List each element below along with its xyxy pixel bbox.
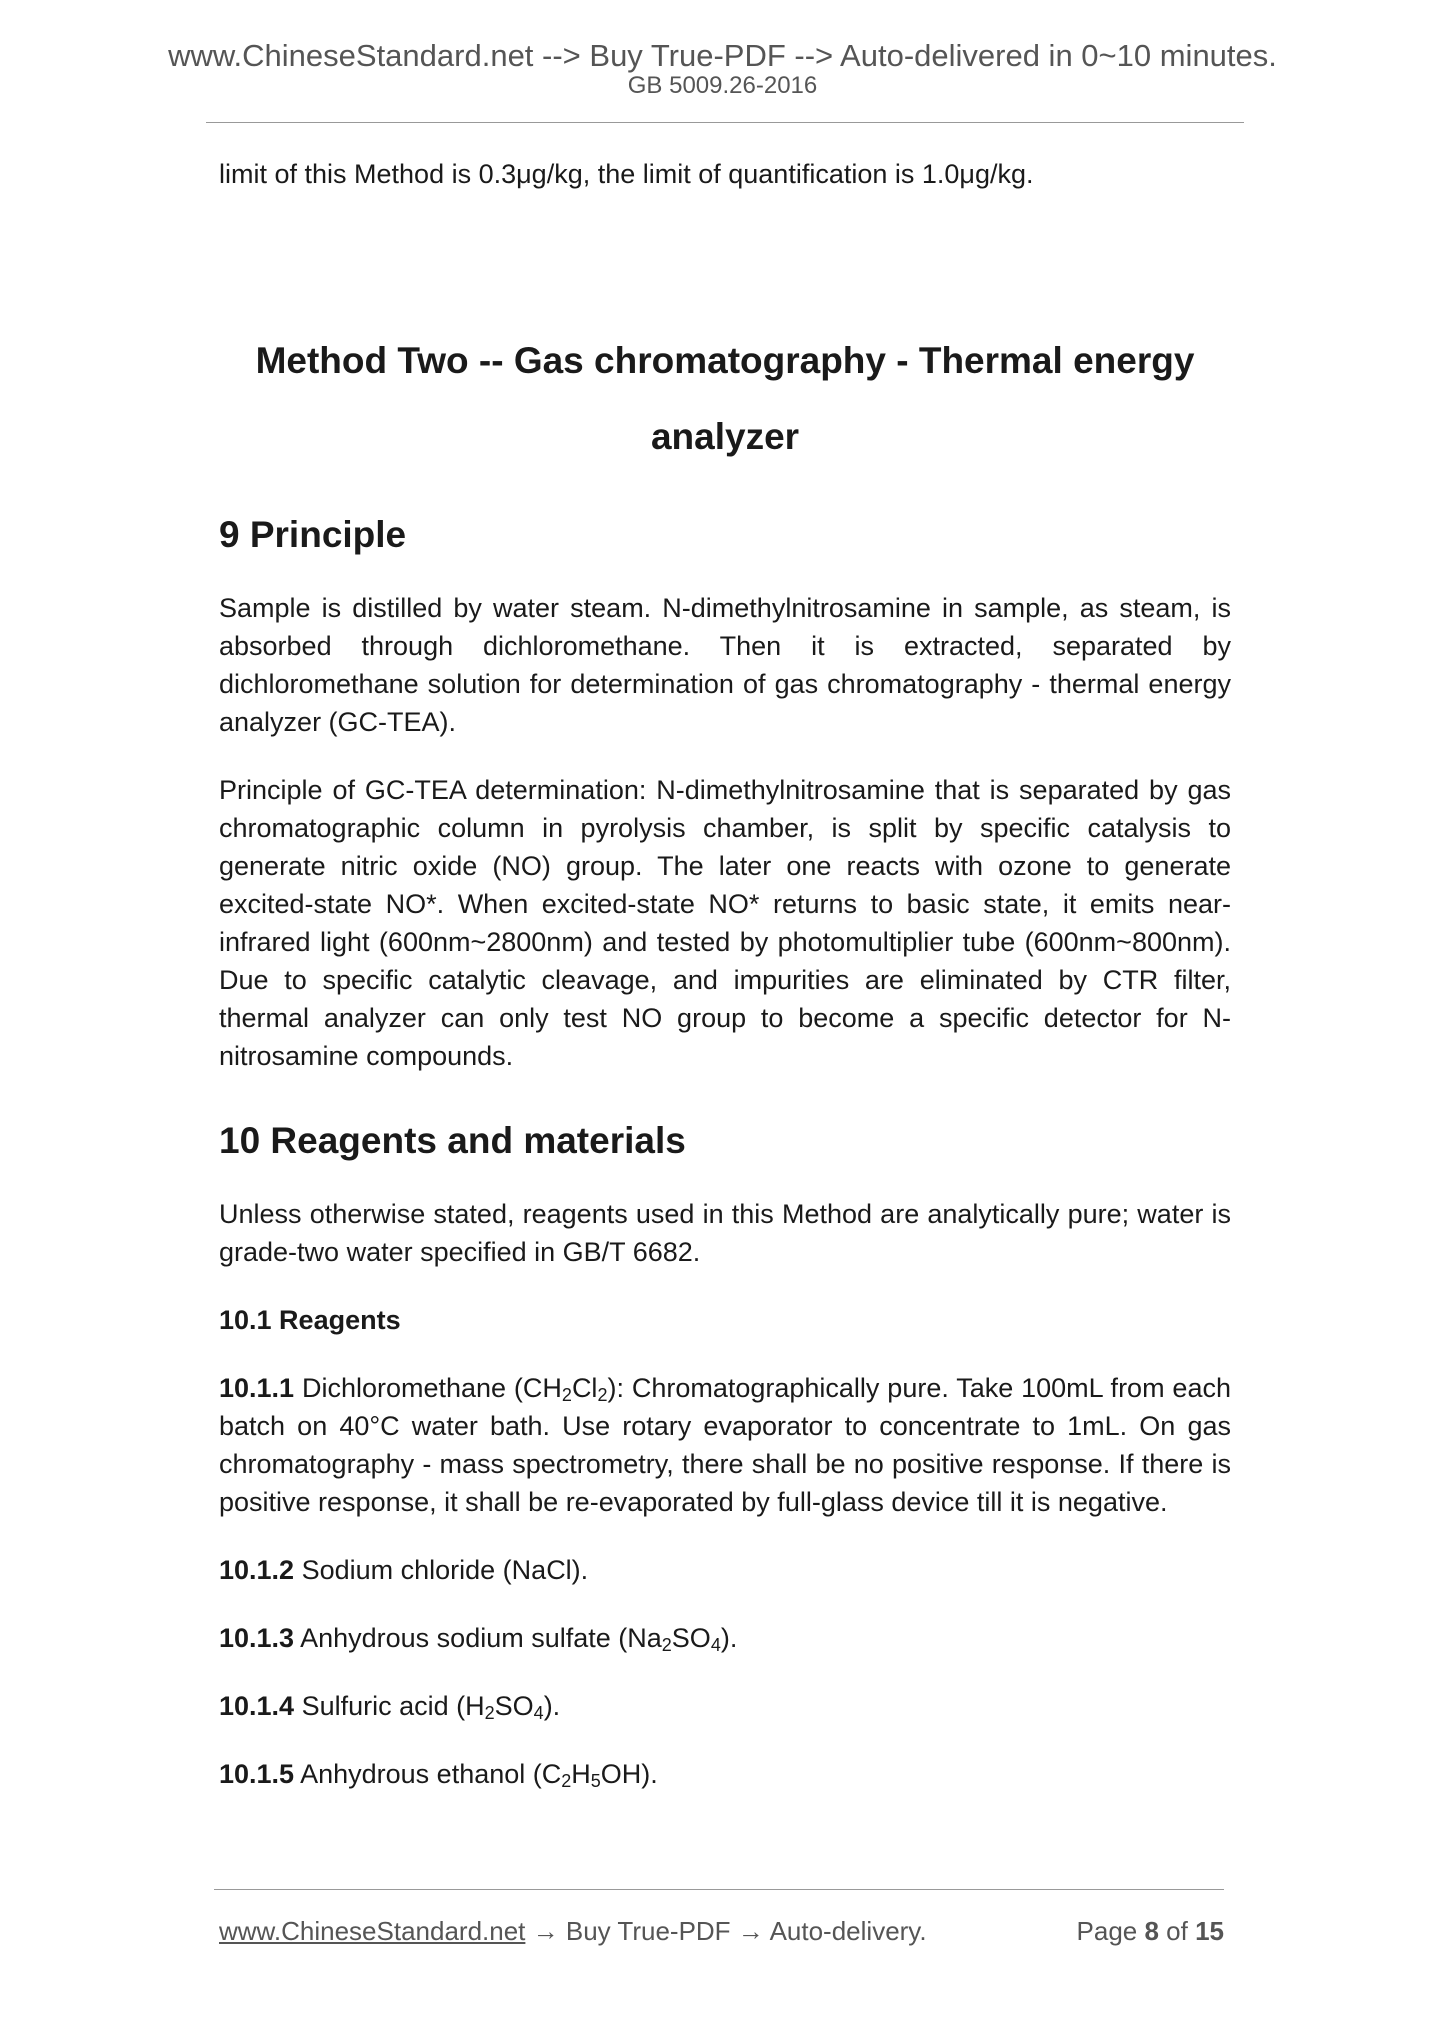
section-10-para-1: Unless otherwise stated, reagents used in this Method are analytically pure; water is grade-two water specified in GB/T 6682. <box>219 1199 1231 1267</box>
footer-tagline: → Buy True-PDF → Auto-delivery. <box>525 1916 927 1946</box>
item-10-1-3: 10.1.3 Anhydrous sodium sulfate $(Na_2SO_4)$. <box>219 1623 738 1655</box>
intro-line: limit of this Method is 0.3μg/kg, the limit of quantification is 1.0μg/kg. <box>219 159 1034 189</box>
section-9-para-1: Sample is distilled by water steam. N-dimethylnitrosamine in sample, as steam, is absorbed through dichloromethane. Then it is extracted, separated by dichloromethane solution for determination of gas chromatography - thermal energy analyzer (GC-TEA). <box>219 593 1231 737</box>
page-footer <box>219 1914 1224 1948</box>
total-pages: 15 <box>1195 1916 1224 1946</box>
header-divider <box>206 122 1244 123</box>
item-10-1-2: 10.1.2 Sodium chloride (NaCl). <box>219 1555 589 1585</box>
item-10-1-1: 10.1.1 Dichloromethane $(CH_2Cl_2)$: Chromatographically pure. Take 100mL from each batch on 40°C water bath. Use rotary evaporator to concentrate to 1mL. On gas chromatography - mass spectrometry, there shall be no positive response. If there is positive response, it shall be re-evaporated by full-glass device till it is negative. <box>219 1373 1231 1517</box>
item-number: 10.1.5 <box>219 1759 295 1789</box>
method-title-line1: Method Two -- Gas chromatography - Thermal energy <box>255 340 1195 381</box>
section-9-heading: 9 Principle <box>219 514 407 555</box>
item-number: 10.1.3 <box>219 1623 295 1653</box>
method-title-line2: analyzer <box>650 416 800 457</box>
page-content <box>219 155 1231 1793</box>
item-number: 10.1.2 <box>219 1555 295 1585</box>
section-10-heading: 10 Reagents and materials <box>219 1120 686 1161</box>
item-number: 10.1.4 <box>219 1691 295 1721</box>
site-link[interactable]: www.ChineseStandard.net <box>219 1916 526 1946</box>
item-10-1-5: 10.1.5 Anhydrous ethanol $(C_2H_5OH)$. <box>219 1759 658 1791</box>
subsection-10-1-heading: 10.1 Reagents <box>219 1305 401 1335</box>
current-page: 8 <box>1144 1916 1159 1946</box>
footer-divider <box>214 1889 1224 1890</box>
section-9-para-2: Principle of GC-TEA determination: N-dimethylnitrosamine that is separated by gas chromatographic column in pyrolysis chamber, is split by specific catalysis to generate nitric oxide (NO) group. The later one reacts with ozone to generate excited-state NO*. When excited-state NO* returns to basic state, it emits near-infrared light (600nm~2800nm) and tested by photomultiplier tube (600nm~800nm). Due to specific catalytic cleavage, and impurities are eliminated by CTR filter, thermal analyzer can only test NO group to become a specific detector for N-nitrosamine compounds. <box>219 775 1231 1071</box>
site-banner: www.ChineseStandard.net --> Buy True-PDF --> Auto-delivered in 0~10 minutes. <box>168 38 1277 73</box>
page-indicator: Page 8 of 15 <box>1076 1916 1224 1946</box>
item-number: 10.1.1 <box>219 1373 295 1403</box>
footer-promo <box>219 1914 927 1948</box>
standard-number: GB 5009.26-2016 <box>627 72 818 99</box>
item-10-1-4: 10.1.4 Sulfuric acid $(H_2SO_4)$. <box>219 1691 561 1723</box>
